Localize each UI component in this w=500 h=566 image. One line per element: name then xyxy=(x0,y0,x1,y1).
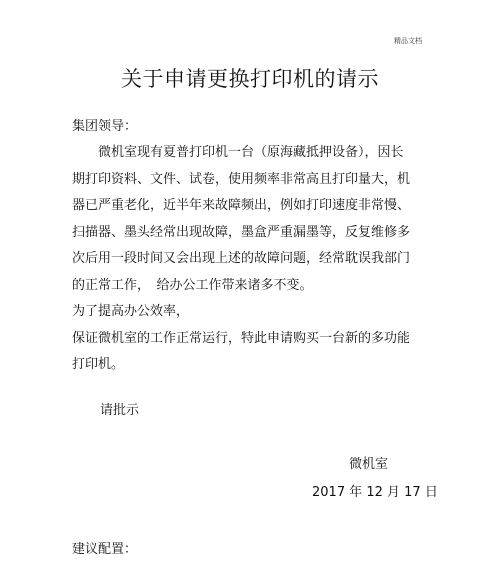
watermark-label: 精品文档 xyxy=(394,37,422,45)
paragraph-line: 期打印资料、文件、试卷，使用频率非常高且打印量大，机 xyxy=(72,171,411,187)
signature: 微机室 xyxy=(349,457,389,472)
paragraph-line: 扫描器、墨头经常出现故障，墨盒严重漏墨等，反复维修多 xyxy=(72,224,411,240)
document-title: 关于申请更换打印机的请示 xyxy=(121,67,379,91)
document-date: 2017 年 12 月 17 日 xyxy=(312,485,438,500)
footer-heading: 建议配置： xyxy=(72,542,138,557)
closing-request: 请批示 xyxy=(100,403,140,418)
paragraph-line: 为了提高办公效率， xyxy=(72,304,190,319)
salutation: 集团领导： xyxy=(72,119,138,134)
body-paragraph xyxy=(72,140,432,379)
paragraph-line: 打印机。 xyxy=(72,357,125,372)
paragraph-line: 器已严重老化，近半年来故障频出，例如打印速度非常慢、 xyxy=(72,198,411,213)
paragraph-line: 次后用一段时间又会出现上述的故障问题，经常耽误我部门 xyxy=(72,251,411,266)
paragraph-line: 的正常工作， 给办公工作带来诸多不变。 xyxy=(72,277,313,293)
paragraph-line: 微机室现有夏普打印机一台（原海藏抵押设备），因长 xyxy=(72,145,404,160)
paragraph-line: 保证微机室的工作正常运行，特此申请购买一台新的多功能 xyxy=(72,330,411,346)
